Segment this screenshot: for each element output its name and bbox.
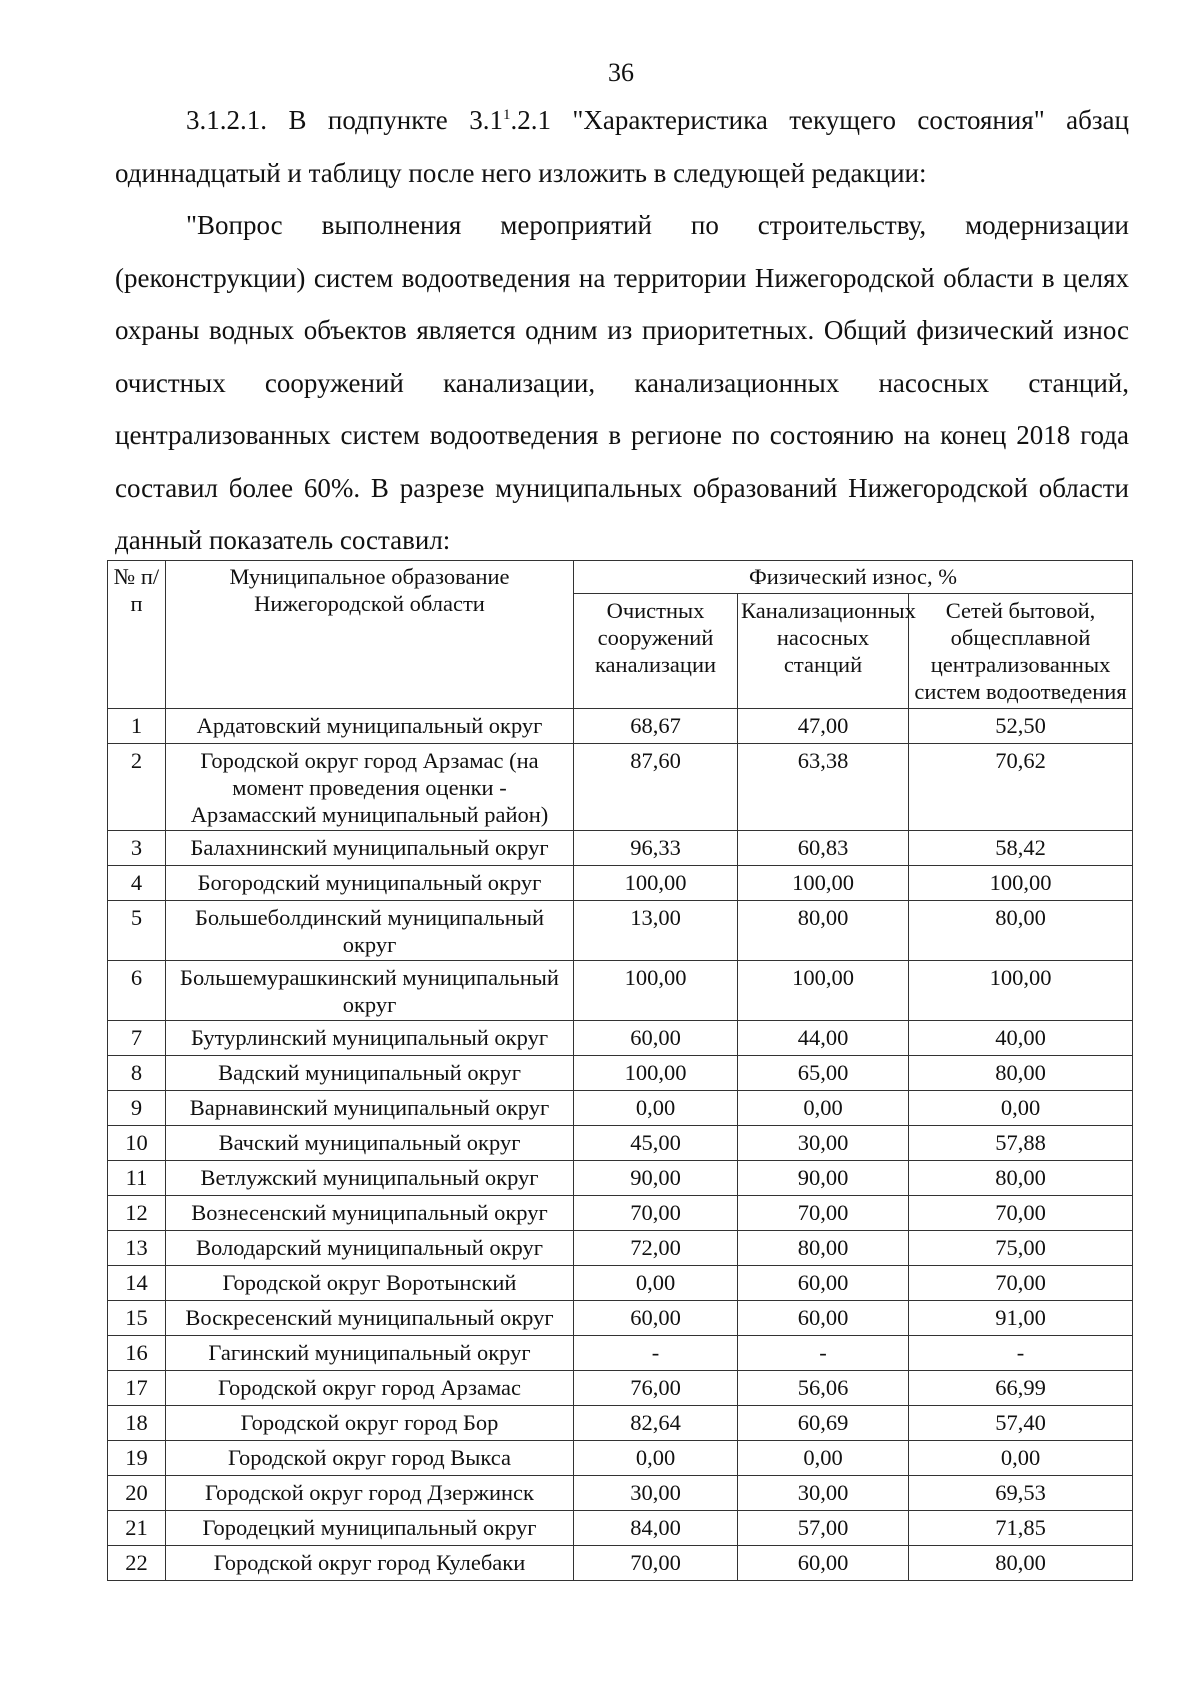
row-treatment-facilities: 90,00 <box>574 1161 738 1196</box>
row-number: 11 <box>108 1161 166 1196</box>
row-sewer-networks: 80,00 <box>909 901 1133 961</box>
row-sewer-networks: 100,00 <box>909 961 1133 1021</box>
row-sewer-networks: 70,00 <box>909 1196 1133 1231</box>
table-row <box>108 744 1133 831</box>
table-row <box>108 961 1133 1021</box>
row-pumping-stations: - <box>738 1336 909 1371</box>
row-municipality: Варнавинский муниципальный округ <box>166 1091 574 1126</box>
row-sewer-networks: 80,00 <box>909 1056 1133 1091</box>
row-treatment-facilities: 30,00 <box>574 1476 738 1511</box>
header-num: № п/п <box>108 561 166 709</box>
row-number: 8 <box>108 1056 166 1091</box>
row-pumping-stations: 0,00 <box>738 1441 909 1476</box>
row-pumping-stations: 100,00 <box>738 866 909 901</box>
table-row <box>108 1476 1133 1511</box>
row-number: 15 <box>108 1301 166 1336</box>
row-sewer-networks: 69,53 <box>909 1476 1133 1511</box>
row-municipality: Городской округ город Кулебаки <box>166 1546 574 1581</box>
header-col2: Канализационных насосных станций <box>738 594 909 709</box>
row-sewer-networks: 100,00 <box>909 866 1133 901</box>
row-municipality: Ветлужский муниципальный округ <box>166 1161 574 1196</box>
row-sewer-networks: 40,00 <box>909 1021 1133 1056</box>
row-municipality: Городской округ город Дзержинск <box>166 1476 574 1511</box>
row-municipality: Гагинский муниципальный округ <box>166 1336 574 1371</box>
row-sewer-networks: 0,00 <box>909 1441 1133 1476</box>
table-row <box>108 1091 1133 1126</box>
quote-text: "Вопрос выполнения мероприятий по строительству, модернизации (реконструкции) систем водоотведения на территории Нижегородской области в целях охраны водных объектов является одним из приоритетных. Общий физический износ очистных сооружений канализации, канализационных насосных станций, централизованных систем водоотведения в регионе по состоянию на конец 2018 года составил более 60%. В разрезе муниципальных образований Нижегородской области данный показатель составил: <box>115 210 1129 555</box>
row-sewer-networks: 57,88 <box>909 1126 1133 1161</box>
physical-wear-table <box>107 560 1133 1581</box>
row-pumping-stations: 57,00 <box>738 1511 909 1546</box>
row-number: 7 <box>108 1021 166 1056</box>
row-treatment-facilities: 60,00 <box>574 1301 738 1336</box>
table-row <box>108 709 1133 744</box>
row-number: 17 <box>108 1371 166 1406</box>
row-sewer-networks: 80,00 <box>909 1161 1133 1196</box>
row-number: 14 <box>108 1266 166 1301</box>
table-row <box>108 901 1133 961</box>
row-pumping-stations: 65,00 <box>738 1056 909 1091</box>
row-municipality: Балахнинский муниципальный округ <box>166 831 574 866</box>
row-municipality: Володарский муниципальный округ <box>166 1231 574 1266</box>
row-number: 19 <box>108 1441 166 1476</box>
table-row <box>108 1161 1133 1196</box>
row-number: 22 <box>108 1546 166 1581</box>
table-row <box>108 1231 1133 1266</box>
row-municipality: Городской округ город Бор <box>166 1406 574 1441</box>
row-treatment-facilities: 70,00 <box>574 1546 738 1581</box>
row-pumping-stations: 60,00 <box>738 1301 909 1336</box>
row-number: 2 <box>108 744 166 831</box>
row-pumping-stations: 30,00 <box>738 1126 909 1161</box>
header-name: Муниципальное образование Нижегородской области <box>166 561 574 709</box>
row-treatment-facilities: 72,00 <box>574 1231 738 1266</box>
row-pumping-stations: 80,00 <box>738 901 909 961</box>
intro-suffix: .2.1 "Характеристика текущего состояния" абзац одиннадцатый и таблицу после него изложить в следующей редакции: <box>115 105 1129 188</box>
row-municipality: Бутурлинский муниципальный округ <box>166 1021 574 1056</box>
row-treatment-facilities: 45,00 <box>574 1126 738 1161</box>
row-treatment-facilities: 82,64 <box>574 1406 738 1441</box>
row-treatment-facilities: 0,00 <box>574 1266 738 1301</box>
table-row <box>108 1301 1133 1336</box>
row-pumping-stations: 0,00 <box>738 1091 909 1126</box>
table-row <box>108 1546 1133 1581</box>
row-treatment-facilities: 68,67 <box>574 709 738 744</box>
row-pumping-stations: 60,00 <box>738 1266 909 1301</box>
table-row <box>108 1511 1133 1546</box>
row-municipality: Вачский муниципальный округ <box>166 1126 574 1161</box>
row-pumping-stations: 60,83 <box>738 831 909 866</box>
row-pumping-stations: 60,00 <box>738 1546 909 1581</box>
table-row <box>108 1371 1133 1406</box>
table-row <box>108 1196 1133 1231</box>
row-municipality: Большеболдинский муниципальный округ <box>166 901 574 961</box>
row-sewer-networks: 70,00 <box>909 1266 1133 1301</box>
page-number: 36 <box>608 58 634 87</box>
intro-paragraph <box>115 94 1129 199</box>
row-municipality: Большемурашкинский муниципальный округ <box>166 961 574 1021</box>
row-number: 16 <box>108 1336 166 1371</box>
row-sewer-networks: 91,00 <box>909 1301 1133 1336</box>
row-sewer-networks: 70,62 <box>909 744 1133 831</box>
header-group: Физический износ, % <box>574 561 1133 594</box>
row-pumping-stations: 47,00 <box>738 709 909 744</box>
row-sewer-networks: 71,85 <box>909 1511 1133 1546</box>
row-sewer-networks: 80,00 <box>909 1546 1133 1581</box>
row-treatment-facilities: 0,00 <box>574 1091 738 1126</box>
row-number: 4 <box>108 866 166 901</box>
row-municipality: Городской округ город Арзамас (на момент проведения оценки - Арзамасский муниципальный район) <box>166 744 574 831</box>
intro-prefix: 3.1.2.1. В подпункте 3.1 <box>186 105 503 135</box>
row-sewer-networks: 57,40 <box>909 1406 1133 1441</box>
quote-paragraph <box>115 199 1129 567</box>
table-row <box>108 1056 1133 1091</box>
table-row <box>108 1266 1133 1301</box>
row-pumping-stations: 100,00 <box>738 961 909 1021</box>
row-treatment-facilities: 84,00 <box>574 1511 738 1546</box>
row-pumping-stations: 30,00 <box>738 1476 909 1511</box>
row-treatment-facilities: 100,00 <box>574 961 738 1021</box>
row-treatment-facilities: 100,00 <box>574 866 738 901</box>
row-number: 5 <box>108 901 166 961</box>
row-sewer-networks: 58,42 <box>909 831 1133 866</box>
row-municipality: Вознесенский муниципальный округ <box>166 1196 574 1231</box>
row-number: 21 <box>108 1511 166 1546</box>
row-sewer-networks: 66,99 <box>909 1371 1133 1406</box>
row-number: 1 <box>108 709 166 744</box>
row-treatment-facilities: 100,00 <box>574 1056 738 1091</box>
row-number: 10 <box>108 1126 166 1161</box>
row-treatment-facilities: 87,60 <box>574 744 738 831</box>
row-treatment-facilities: - <box>574 1336 738 1371</box>
row-municipality: Богородский муниципальный округ <box>166 866 574 901</box>
row-treatment-facilities: 60,00 <box>574 1021 738 1056</box>
table-row <box>108 866 1133 901</box>
row-pumping-stations: 80,00 <box>738 1231 909 1266</box>
row-pumping-stations: 60,69 <box>738 1406 909 1441</box>
row-treatment-facilities: 70,00 <box>574 1196 738 1231</box>
row-treatment-facilities: 0,00 <box>574 1441 738 1476</box>
row-treatment-facilities: 96,33 <box>574 831 738 866</box>
row-treatment-facilities: 13,00 <box>574 901 738 961</box>
row-number: 13 <box>108 1231 166 1266</box>
row-number: 6 <box>108 961 166 1021</box>
row-pumping-stations: 63,38 <box>738 744 909 831</box>
row-sewer-networks: 75,00 <box>909 1231 1133 1266</box>
row-municipality: Городской округ город Выкса <box>166 1441 574 1476</box>
row-number: 3 <box>108 831 166 866</box>
row-number: 18 <box>108 1406 166 1441</box>
table-row <box>108 831 1133 866</box>
table-row <box>108 1441 1133 1476</box>
table-row <box>108 1126 1133 1161</box>
row-municipality: Вадский муниципальный округ <box>166 1056 574 1091</box>
row-municipality: Городской округ город Арзамас <box>166 1371 574 1406</box>
row-sewer-networks: 0,00 <box>909 1091 1133 1126</box>
row-municipality: Городецкий муниципальный округ <box>166 1511 574 1546</box>
row-treatment-facilities: 76,00 <box>574 1371 738 1406</box>
row-municipality: Ардатовский муниципальный округ <box>166 709 574 744</box>
table-row <box>108 1336 1133 1371</box>
row-pumping-stations: 70,00 <box>738 1196 909 1231</box>
row-pumping-stations: 44,00 <box>738 1021 909 1056</box>
row-municipality: Городской округ Воротынский <box>166 1266 574 1301</box>
table-row <box>108 1406 1133 1441</box>
row-sewer-networks: - <box>909 1336 1133 1371</box>
table-body <box>108 709 1133 1581</box>
header-col3: Сетей бытовой, общесплавной централизованных систем водоотведения <box>909 594 1133 709</box>
header-col1: Очистных сооружений канализации <box>574 594 738 709</box>
intro-superscript: 1 <box>502 107 511 123</box>
row-pumping-stations: 90,00 <box>738 1161 909 1196</box>
row-number: 20 <box>108 1476 166 1511</box>
row-municipality: Воскресенский муниципальный округ <box>166 1301 574 1336</box>
row-number: 9 <box>108 1091 166 1126</box>
row-pumping-stations: 56,06 <box>738 1371 909 1406</box>
row-sewer-networks: 52,50 <box>909 709 1133 744</box>
row-number: 12 <box>108 1196 166 1231</box>
table-row <box>108 1021 1133 1056</box>
